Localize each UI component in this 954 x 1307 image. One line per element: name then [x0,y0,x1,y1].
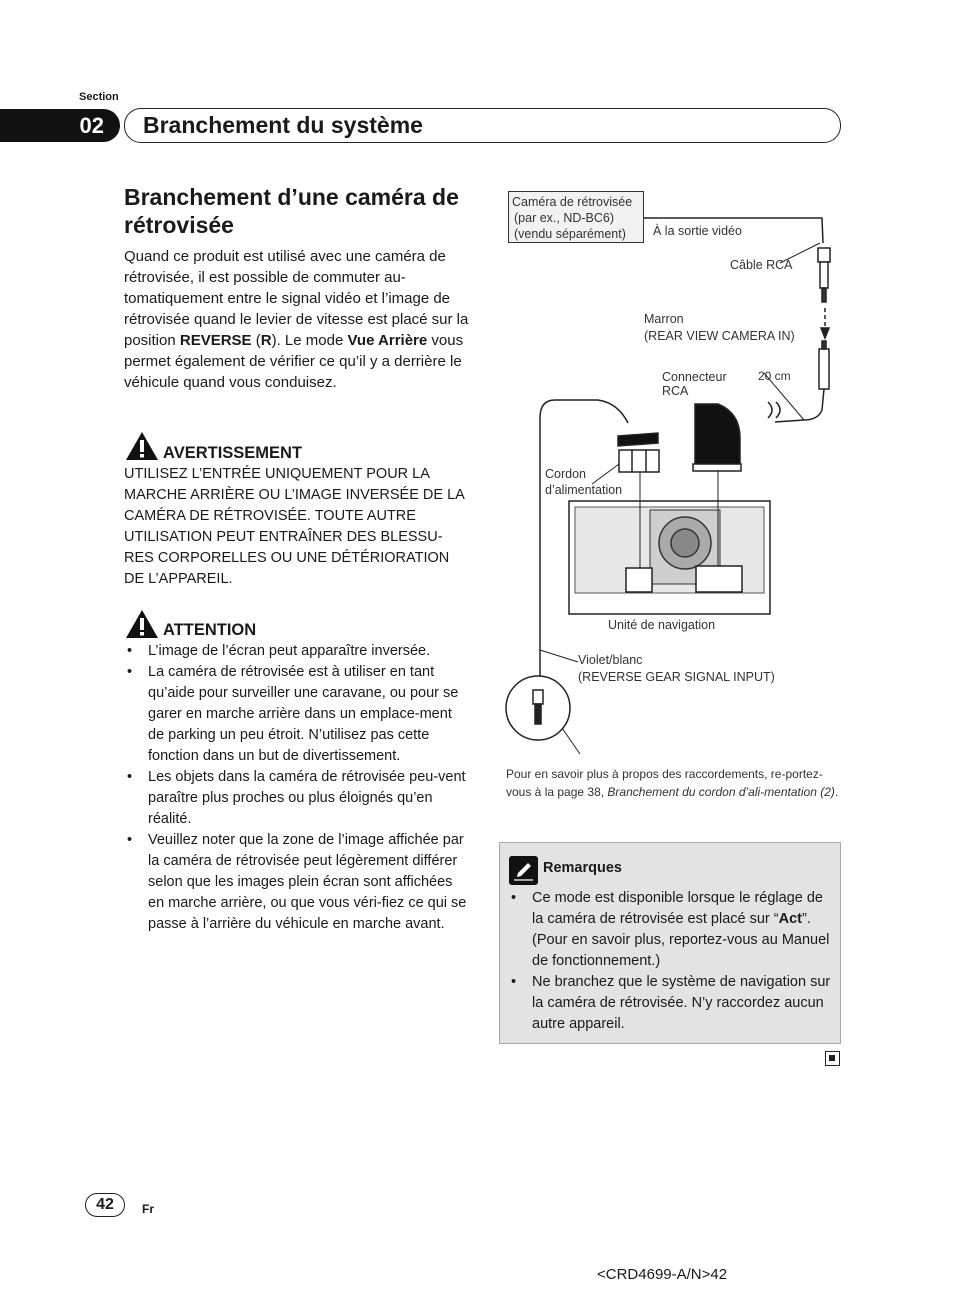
power-cord-label: Cordon [545,467,586,481]
camera-label-line: Caméra de rétrovisée [512,195,633,209]
notes-title: Remarques [543,860,622,876]
notes-list [508,888,833,1035]
rca-cable-label: Câble RCA [730,258,793,272]
section-number-tab: 02 [0,109,120,142]
cable-length-label: 20 cm [758,369,791,383]
list-item: • La caméra de rétrovisée est à utiliser en tant qu’aide pour surveiller une caravane, ou pour se garer en marche arrière dans un emplace-ment de parking un peu étroit. N’utilisez pas cette fonction dans un but de divertissement. [124,662,469,767]
violet-wire-label: Violet/blanc [578,653,643,667]
video-output-label: À la sortie vidéo [653,224,742,238]
pencil-icon [509,856,538,885]
attention-list [124,641,469,935]
wiring-diagram [500,188,845,758]
page-number: 42 [85,1193,125,1217]
camera-label-box [508,191,644,243]
camera-label-line: (vendu séparément) [514,227,626,241]
end-of-section-mark [825,1051,840,1066]
page-title: Branchement d’une caméra de rétrovisée [124,184,459,238]
brown-wire-label: (REAR VIEW CAMERA IN) [644,329,795,343]
notes-box [499,842,841,1044]
warning-text: UTILISEZ L’ENTRÉE UNIQUEMENT POUR LA MARCHE ARRIÈRE OU L’IMAGE INVERSÉE DE LA CAMÉRA DE RÉTROVISÉE. TOUTE AUTRE UTILISATION PEUT ENTRAÎNER DES BLESSU-RES CORPORELLES OU UNE DÉTÉRIORATION DE L’APPAREIL. [124,466,465,587]
navigation-unit-label: Unité de navigation [608,618,716,632]
section-title: Branchement du système [124,108,841,143]
attention-title: ATTENTION [163,621,257,639]
warning-title: AVERTISSEMENT [163,444,303,462]
language-code: Fr [142,1202,154,1216]
list-item: • Les objets dans la caméra de rétrovisée peu-vent paraître plus proches ou plus éloignés qu’en réalité. [124,767,469,830]
diagram-caption: Pour en savoir plus à propos des raccordements, re-portez-vous à la page 38, Branchement du cordon d’ali-mentation (2). [506,767,839,799]
caution-icon [125,609,159,639]
rca-connector-label: Connecteur [662,370,727,384]
list-item: • Veuillez noter que la zone de l’image affichée par la caméra de rétrovisée peut légèrement différer selon que les images plein écran sont affichées en marche arrière, ou que vous véri-fiez ce qui se passe à l’arrière du véhicule en marche avant. [124,830,469,935]
brown-wire-label: Marron [644,312,684,326]
violet-wire-label: (REVERSE GEAR SIGNAL INPUT) [578,670,775,684]
document-code: <CRD4699-A/N>42 [597,1266,728,1283]
list-item: • Ne branchez que le système de navigation sur la caméra de rétrovisée. N’y raccordez aucun autre appareil. [508,972,833,1035]
list-item: • Ce mode est disponible lorsque le réglage de la caméra de rétrovisée est placé sur “Act”. (Pour en savoir plus, reportez-vous au Manuel de fonctionnement.) [508,888,833,972]
section-label: Section [79,91,119,103]
camera-label-line: (par ex., ND-BC6) [514,211,615,225]
warning-icon [125,431,159,461]
list-item: • L’image de l’écran peut apparaître inversée. [124,641,469,662]
power-cord-label: d’alimentation [545,483,623,497]
rca-connector-label: RCA [662,384,689,398]
intro-paragraph: Quand ce produit est utilisé avec une caméra de rétrovisée, il est possible de commuter au-tomatiquement entre le signal vidéo et l’image de rétrovisée quand le levier de vitesse est placé sur la position REVERSE (R). Le mode Vue Arrière vous permet également de vérifier ce qu’il y a derrière le véhicule quand vous conduisez. [124,248,469,391]
